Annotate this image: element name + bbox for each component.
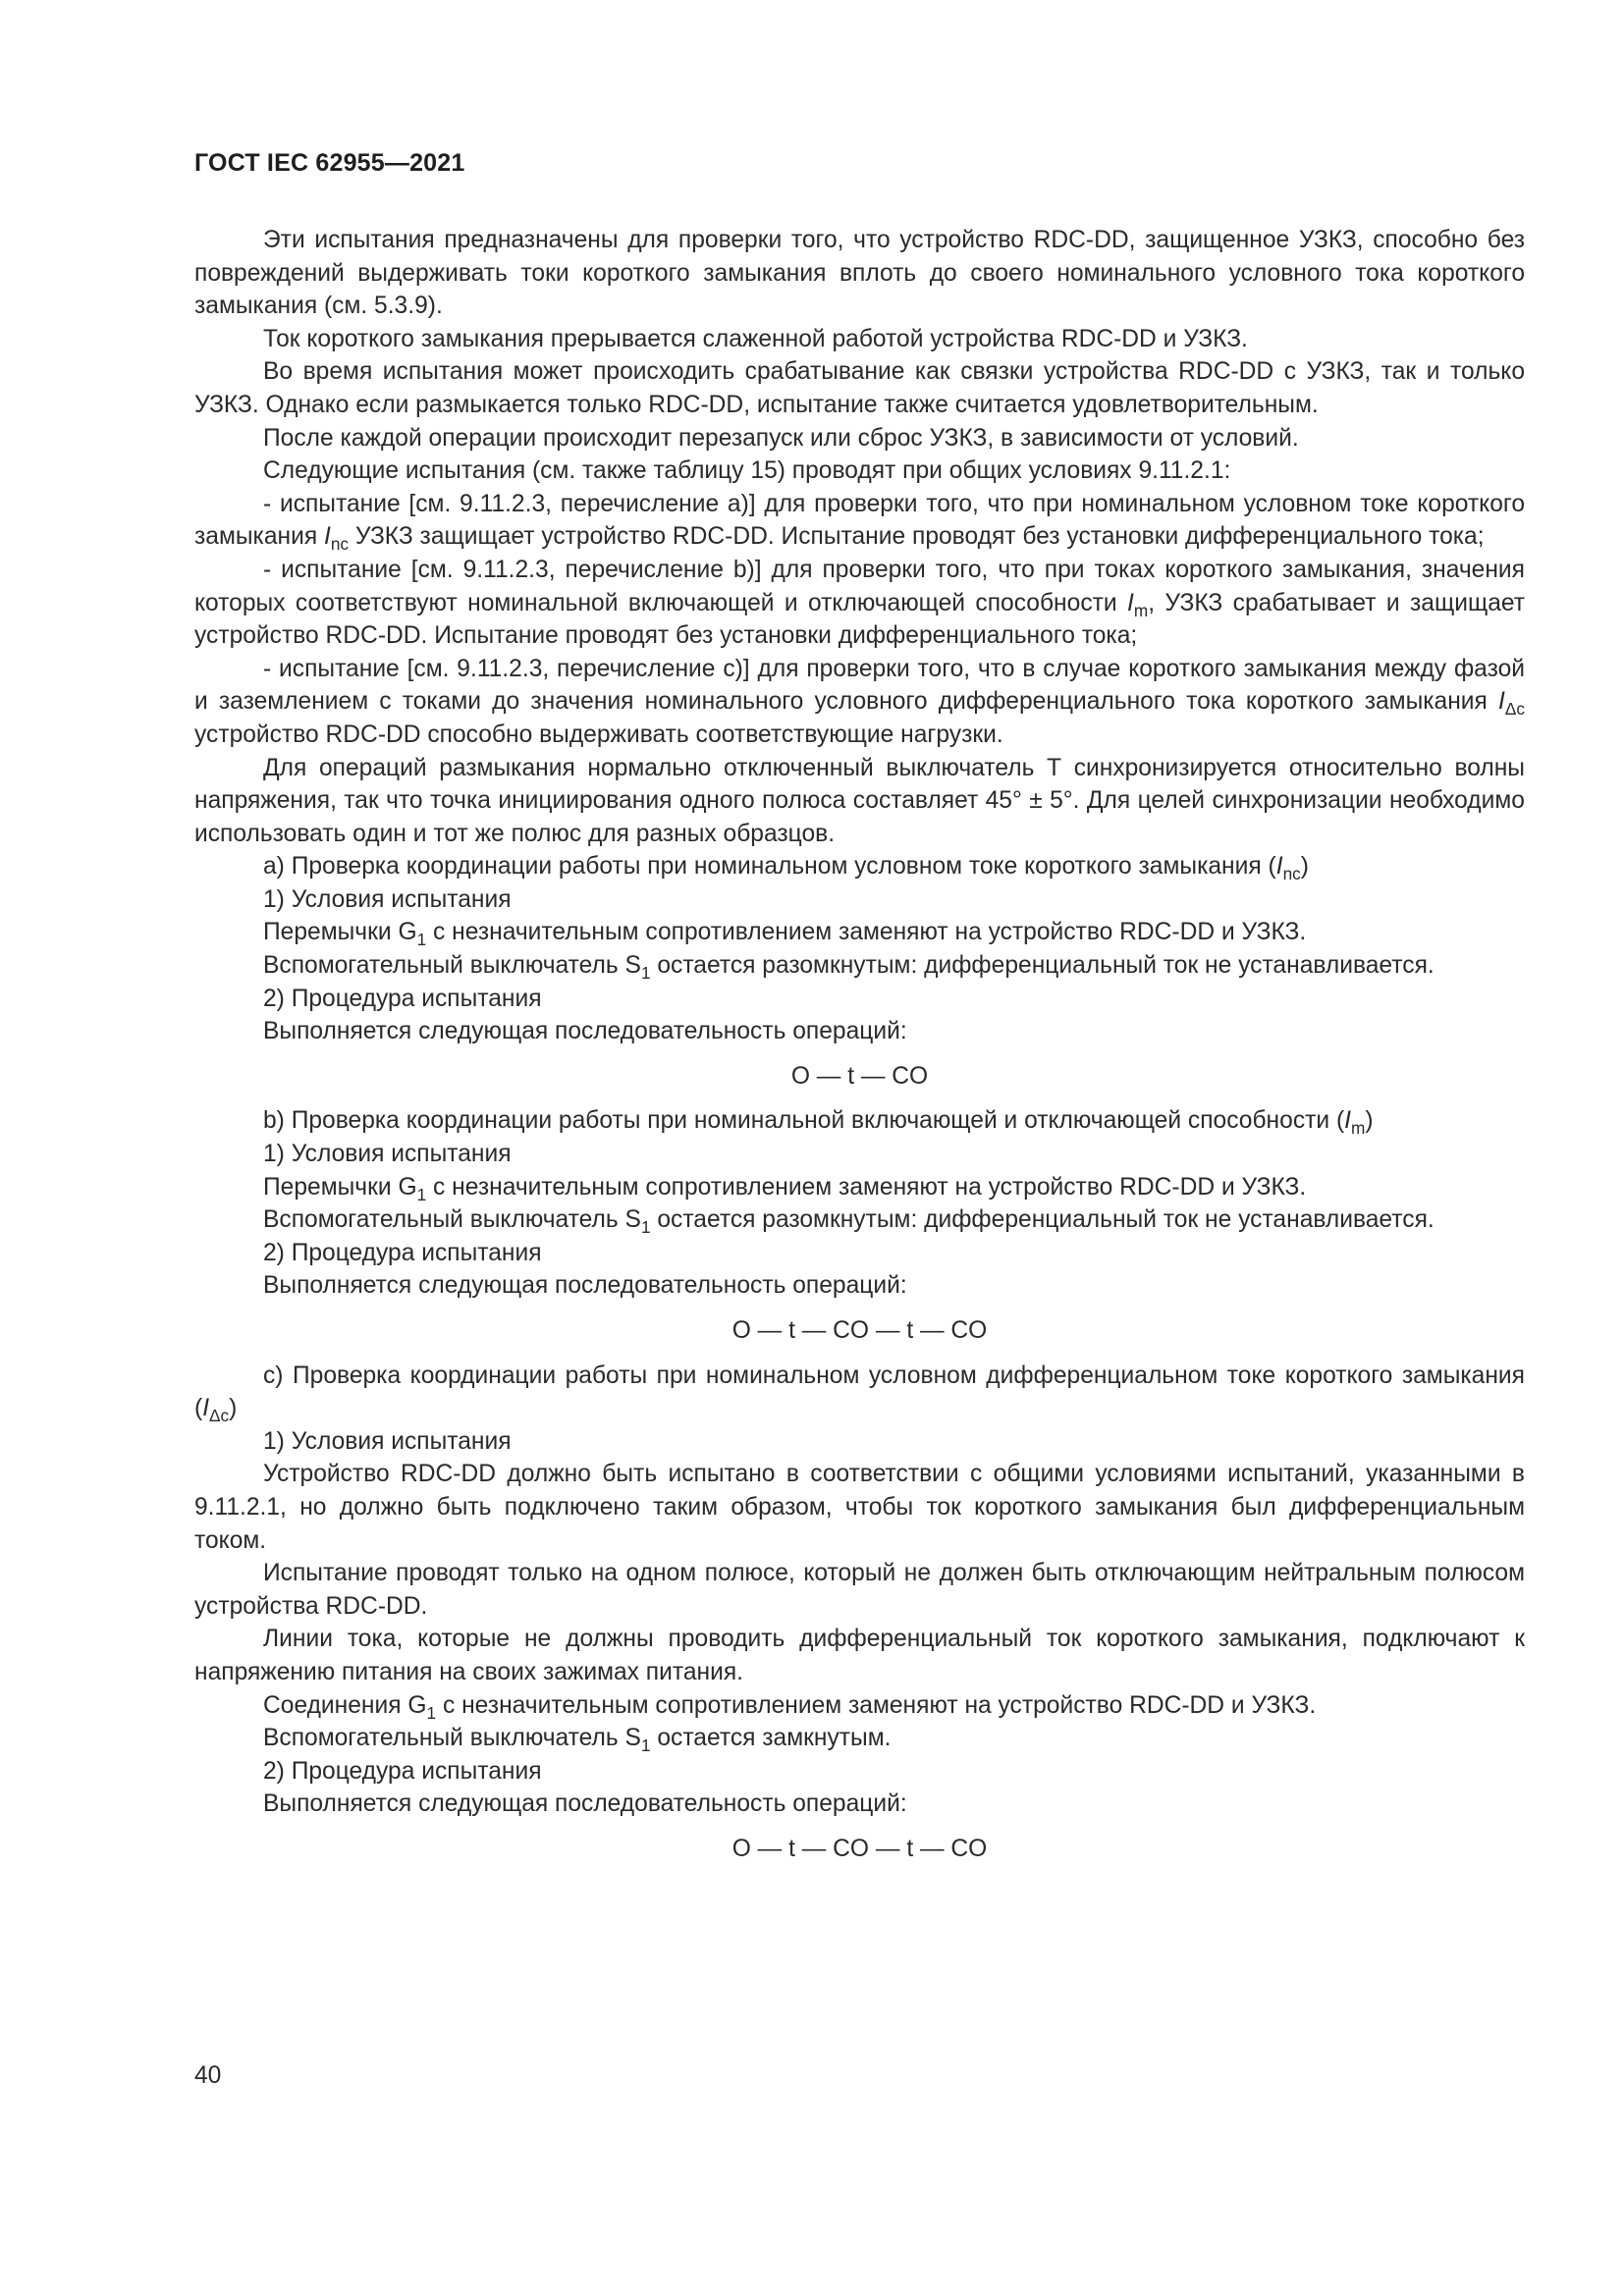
list-item: - испытание [см. 9.11.2.3, перечисление а)] для проверки того, что при номинальном условном токе короткого замыкания $I_{nc}$ УЗКЗ защищает устройство RDC-DD. Испытание проводят без установки дифференциального тока; (194, 490, 1525, 555)
paragraph: После каждой операции происходит перезапуск или сброс УЗКЗ, в зависимости от условий. (263, 424, 1299, 452)
paragraph: 1) Условия испытания (263, 885, 512, 913)
paragraph: Линии тока, которые не должны проводить дифференциальный ток короткого замыкания, подключают к напряжению питания на своих зажимах питания. (194, 1626, 1525, 1685)
symbol-current: I (1127, 589, 1134, 616)
paragraph: 1) Условия испытания (263, 1141, 512, 1168)
paragraph: Вспомогательный выключатель $S_1$ остается разомкнутым: дифференциальный ток не устанавливается. (263, 1206, 1435, 1238)
list-item: - испытание [см. 9.11.2.3, перечисление b)] для проверки того, что при токах короткого замыкания, значения которых соответствуют номинальной включающей и отключающей способности $I_m$, УЗКЗ срабатывает и защищает устройство RDC-DD. Испытание проводят без установки дифференциального тока; (194, 556, 1525, 650)
paragraph: Перемычки $G_1$ с незначительным сопротивлением заменяют на устройство RDC-DD и УЗКЗ. (263, 919, 1307, 950)
paragraph: Вспомогательный выключатель $S_1$ остается замкнутым. (263, 1725, 892, 1756)
paragraph: 2) Процедура испытания (263, 1757, 542, 1785)
paragraph: Устройство RDC-DD должно быть испытано в соответствии с общими условиями испытаний, указанными в 9.11.2.1, но должно быть подключено таким образом, чтобы ток короткого замыкания был дифференциальным током. (194, 1461, 1525, 1554)
subsection-heading: с) Проверка координации работы при номинальном условном дифференциальном токе короткого замыкания $(I_{\Delta c})$ (194, 1362, 1525, 1426)
paragraph: 2) Процедура испытания (263, 985, 542, 1012)
paragraph: 2) Процедура испытания (263, 1239, 542, 1266)
page-number: 40 (194, 2062, 222, 2089)
paragraph: Ток короткого замыкания прерывается слаженной работой устройства RDC-DD и УЗКЗ. (263, 325, 1248, 352)
subscript: nc (330, 534, 350, 555)
subsection-heading: а) Проверка координации работы при номинальном условном токе короткого замыкания $(I_{nc})$ (263, 853, 1309, 884)
document-header: ГОСТ IEC 62955—2021 (194, 149, 465, 177)
paragraph: Вспомогательный выключатель $S_1$ остается разомкнутым: дифференциальный ток не устанавливается. (263, 952, 1435, 984)
symbol-current: I (1498, 688, 1505, 716)
paragraph: Во время испытания может происходить срабатывание как связки устройства RDC-DD с УЗКЗ, так и только УЗКЗ. Однако если размыкается только RDC-DD, испытание также считается удовлетворительным. (194, 358, 1525, 418)
paragraph: 1) Условия испытания (263, 1427, 512, 1455)
paragraph: Соединения $G_1$ с незначительным сопротивлением заменяют на устройство RDC-DD и УЗКЗ. (263, 1691, 1317, 1723)
symbol-current: I (324, 523, 331, 551)
paragraph: Выполняется следующая последовательность операций: (263, 1790, 907, 1818)
subsection-heading: b) Проверка координации работы при номинальной включающей и отключающей способности $(I_m)$ (263, 1107, 1374, 1139)
list-item: - испытание [см. 9.11.2.3, перечисление с)] для проверки того, что в случае короткого замыкания между фазой и заземлением с токами до значения номинального условного дифференциального тока короткого замыкания $I_{\Delta c}$ устройство RDC-DD способно выдерживать соответствующие нагрузки. (194, 655, 1525, 748)
paragraph: Для операций размыкания нормально отключенный выключатель Т синхронизируется относительно волны напряжения, так что точка инициирования одного полюса составляет 45° ± 5°. Для целей синхронизации необходимо использовать один и тот же полюс для разных образцов. (194, 754, 1525, 847)
paragraph: Испытание проводят только на одном полюсе, который не должен быть отключающим нейтральным полюсом устройства RDC-DD. (194, 1560, 1525, 1620)
paragraph: Эти испытания предназначены для проверки того, что устройство RDC-DD, защищенное УЗКЗ, способно без повреждений выдерживать токи короткого замыкания вплоть до своего номинального условного тока короткого замыкания (см. 5.3.9). (194, 227, 1525, 320)
paragraph: Перемычки $G_1$ с незначительным сопротивлением заменяют на устройство RDC-DD и УЗКЗ. (263, 1173, 1307, 1204)
operation-sequence: О — t — CO — t — CO (731, 1317, 988, 1344)
operation-sequence: О — t — CO (790, 1062, 929, 1090)
subscript: Δc (1504, 699, 1525, 720)
operation-sequence: О — t — CO — t — CO (731, 1835, 988, 1862)
paragraph: Выполняется следующая последовательность операций: (263, 1272, 907, 1300)
subscript: m (1133, 600, 1149, 620)
document-body (194, 224, 1525, 1878)
paragraph: Выполняется следующая последовательность операций: (263, 1018, 907, 1045)
paragraph: Следующие испытания (см. также таблицу 15) проводят при общих условиях 9.11.2.1: (263, 457, 1231, 485)
